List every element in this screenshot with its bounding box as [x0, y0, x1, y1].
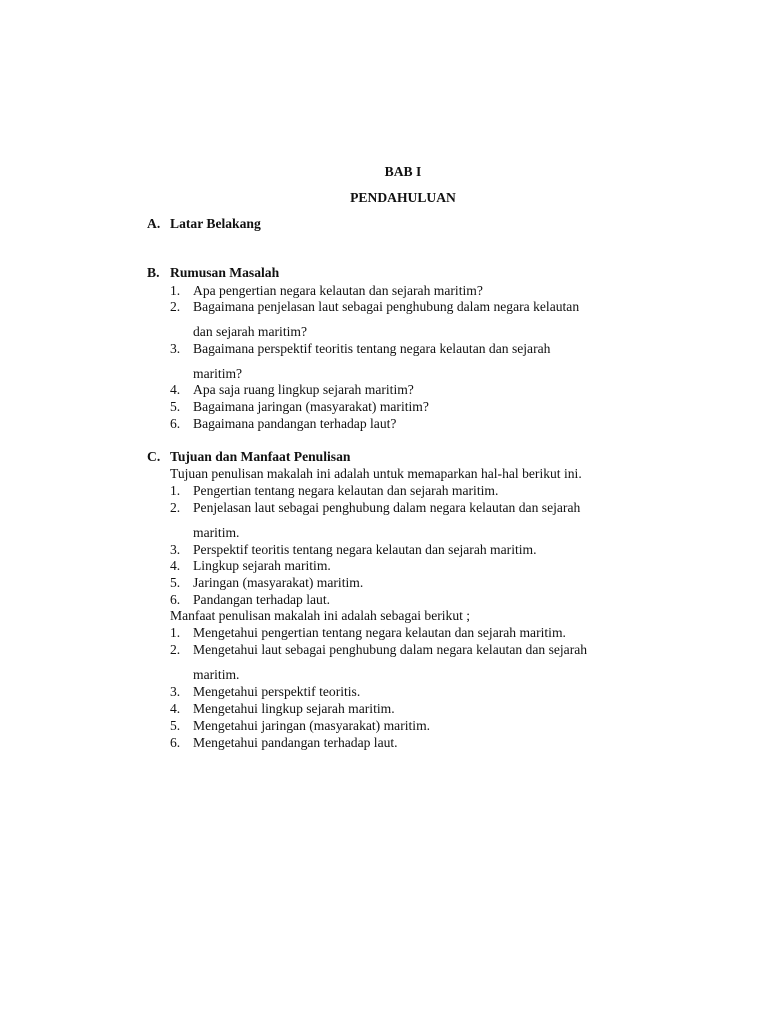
rumusan-item-text: Bagaimana penjelasan laut sebagai penghubung dalam negara kelautan	[193, 299, 580, 314]
chapter-number: BAB I	[384, 164, 422, 179]
manfaat-item-text: Mengetahui laut sebagai penghubung dalam negara kelautan dan sejarah	[193, 642, 588, 657]
rumusan-item-number: 4.	[170, 382, 181, 397]
rumusan-item-text: Bagaimana perspektif teoritis tentang negara kelautan dan sejarah	[193, 341, 551, 356]
tujuan-item-number: 6.	[170, 592, 181, 607]
manfaat-item-number: 4.	[170, 701, 181, 716]
manfaat-item-text: Mengetahui jaringan (masyarakat) maritim.	[193, 718, 431, 733]
section-a-title: Latar Belakang	[170, 216, 261, 231]
rumusan-item-text: Apa pengertian negara kelautan dan sejarah maritim?	[193, 283, 483, 298]
tujuan-item-text-continued: maritim.	[193, 525, 240, 540]
rumusan-item-text: Apa saja ruang lingkup sejarah maritim?	[193, 382, 414, 397]
manfaat-item-text: Mengetahui pandangan terhadap laut.	[193, 735, 398, 750]
tujuan-intro: Tujuan penulisan makalah ini adalah untuk memaparkan hal-hal berikut ini.	[170, 466, 582, 481]
rumusan-item-text-continued: dan sejarah maritim?	[193, 324, 307, 339]
tujuan-item-text: Pengertian tentang negara kelautan dan sejarah maritim.	[193, 483, 499, 498]
manfaat-item-number: 1.	[170, 625, 181, 640]
rumusan-item-number: 3.	[170, 341, 181, 356]
rumusan-item-text-continued: maritim?	[193, 366, 243, 381]
section-c-title: Tujuan dan Manfaat Penulisan	[170, 449, 351, 464]
section-a-letter: A.	[147, 216, 161, 231]
tujuan-item-number: 1.	[170, 483, 181, 498]
section-b-letter: B.	[147, 265, 160, 280]
tujuan-item-text: Lingkup sejarah maritim.	[193, 558, 331, 573]
manfaat-item-number: 5.	[170, 718, 181, 733]
rumusan-item-text: Bagaimana pandangan terhadap laut?	[193, 416, 397, 431]
manfaat-item-text: Mengetahui perspektif teoritis.	[193, 684, 361, 699]
manfaat-item-number: 6.	[170, 735, 181, 750]
manfaat-item-number: 3.	[170, 684, 181, 699]
manfaat-item-text: Mengetahui pengertian tentang negara kelautan dan sejarah maritim.	[193, 625, 566, 640]
rumusan-item-text: Bagaimana jaringan (masyarakat) maritim?	[193, 399, 429, 414]
tujuan-item-number: 5.	[170, 575, 181, 590]
chapter-title: PENDAHULUAN	[350, 190, 456, 205]
tujuan-item-text: Pandangan terhadap laut.	[193, 592, 331, 607]
tujuan-item-number: 4.	[170, 558, 181, 573]
manfaat-item-text-continued: maritim.	[193, 667, 240, 682]
tujuan-item-number: 3.	[170, 542, 181, 557]
manfaat-intro: Manfaat penulisan makalah ini adalah sebagai berikut ;	[170, 608, 471, 623]
rumusan-item-number: 1.	[170, 283, 181, 298]
manfaat-item-text: Mengetahui lingkup sejarah maritim.	[193, 701, 395, 716]
section-b-title: Rumusan Masalah	[170, 265, 280, 280]
section-c-letter: C.	[147, 449, 161, 464]
tujuan-item-text: Penjelasan laut sebagai penghubung dalam negara kelautan dan sejarah	[193, 500, 581, 515]
rumusan-item-number: 6.	[170, 416, 181, 431]
rumusan-item-number: 5.	[170, 399, 181, 414]
tujuan-item-number: 2.	[170, 500, 181, 515]
rumusan-item-number: 2.	[170, 299, 181, 314]
manfaat-item-number: 2.	[170, 642, 181, 657]
tujuan-item-text: Perspektif teoritis tentang negara kelautan dan sejarah maritim.	[193, 542, 537, 557]
tujuan-item-text: Jaringan (masyarakat) maritim.	[193, 575, 364, 590]
